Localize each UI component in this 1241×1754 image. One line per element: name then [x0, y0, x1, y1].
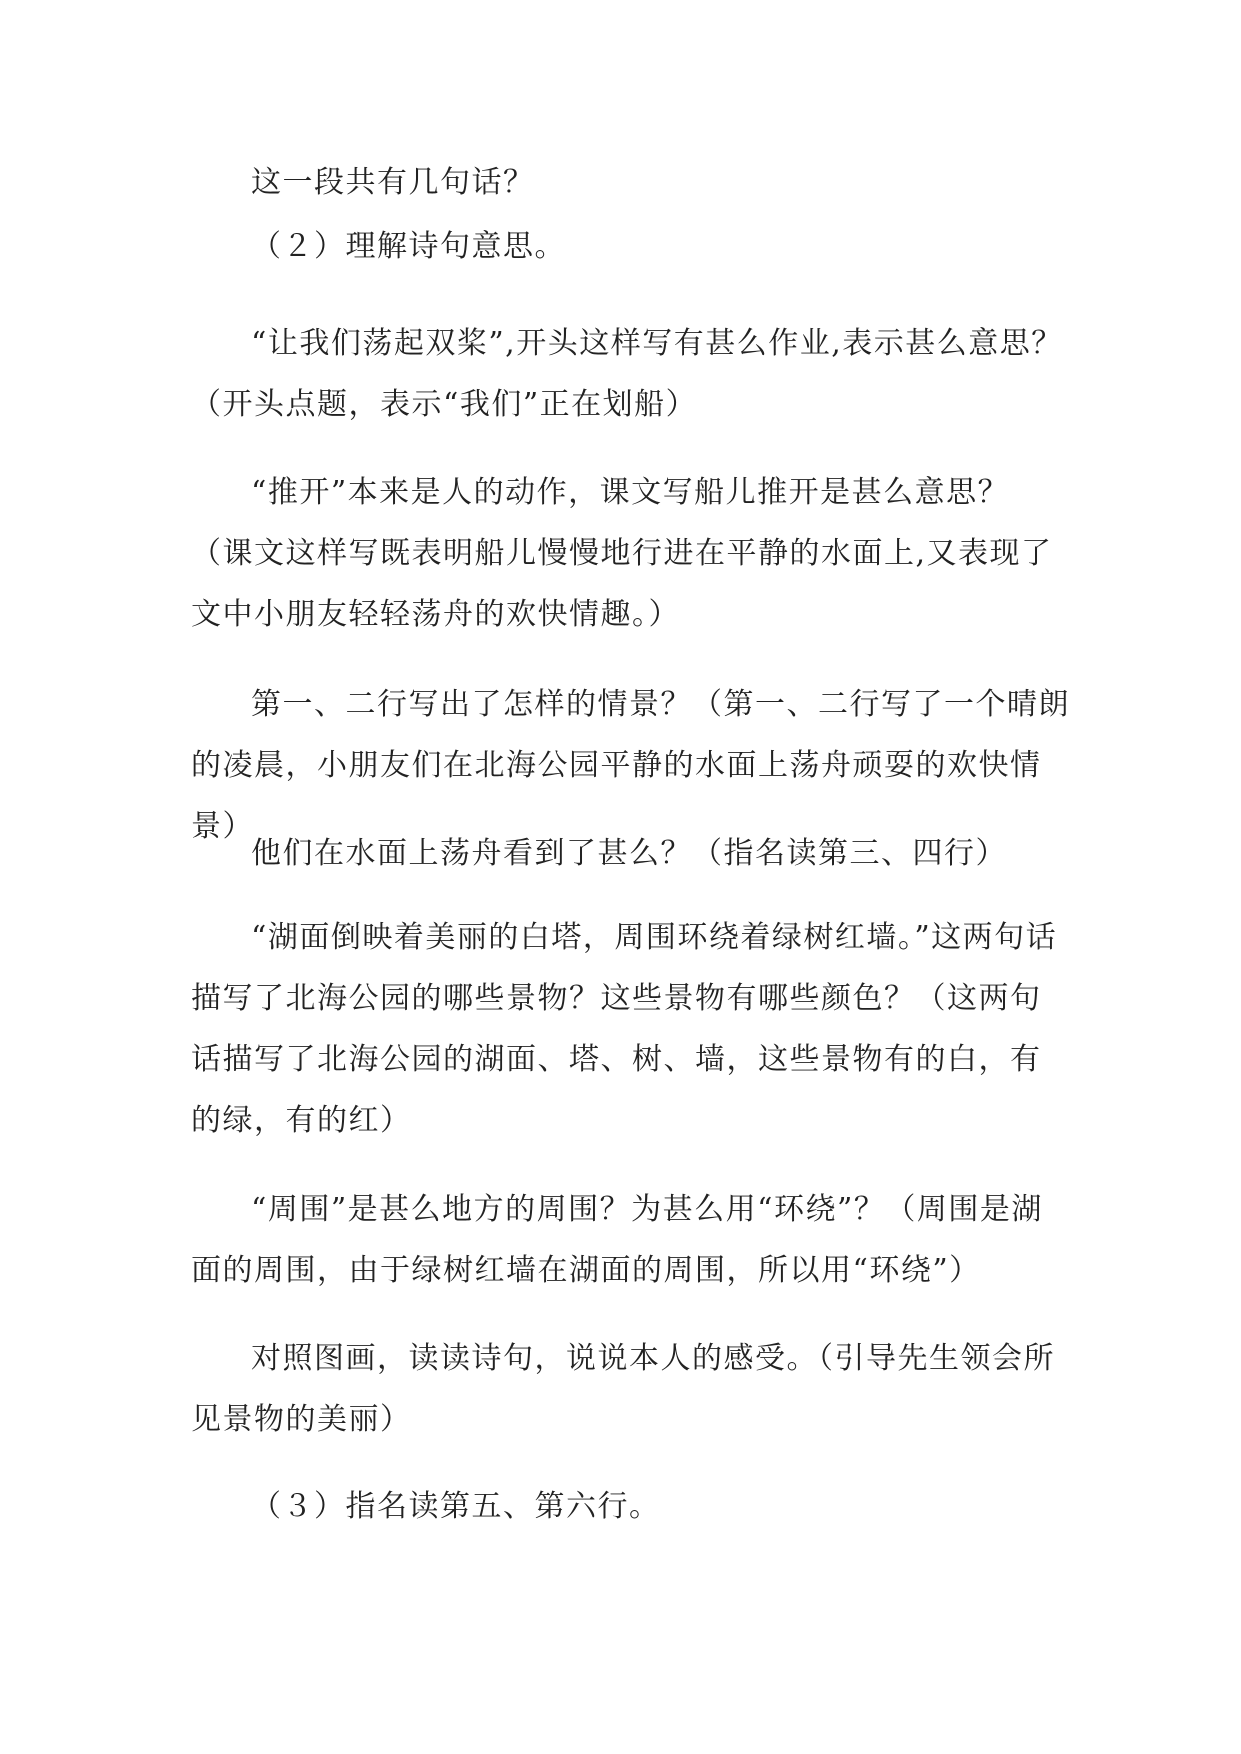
paragraph-5: 第一、二行写出了怎样的情景？（第一、二行写了一个晴朗的凌晨，小朋友们在北海公园平静的水面上荡舟顽耍的欢快情景）	[191, 687, 1070, 844]
paragraph-4: “推开”本来是人的动作，课文写船儿推开是甚么意思？（课文这样写既表明船儿慢慢地行进在平静的水面上,又表现了文中小朋友轻轻荡舟的欢快情趣。）	[191, 475, 1053, 632]
paragraph-6: 他们在水面上荡舟看到了甚么？（指名读第三、四行）	[251, 836, 1007, 871]
paragraph-8: “周围”是甚么地方的周围？为甚么用“环绕”？（周围是湖面的周围，由于绿树红墙在湖面的周围，所以用“环绕”）	[191, 1192, 1043, 1288]
paragraph-9: 对照图画，读读诗句，说说本人的感受。（引导先生领会所见景物的美丽）	[191, 1341, 1055, 1437]
paragraph-10: （３）指名读第五、第六行。	[251, 1489, 661, 1524]
paragraph-7: “湖面倒映着美丽的白塔，周围环绕着绿树红墙。”这两句话描写了北海公园的哪些景物？这些景物有哪些颜色？（这两句话描写了北海公园的湖面、塔、树、墙，这些景物有的白，有的绿，有的红）	[191, 920, 1058, 1138]
paragraph-2: （２）理解诗句意思。	[251, 229, 566, 264]
paragraph-3: “让我们荡起双桨”,开头这样写有甚么作业,表示甚么意思？（开头点题，表示“我们”正在划船）	[191, 326, 1063, 422]
paragraph-1: 这一段共有几句话？	[251, 165, 535, 200]
